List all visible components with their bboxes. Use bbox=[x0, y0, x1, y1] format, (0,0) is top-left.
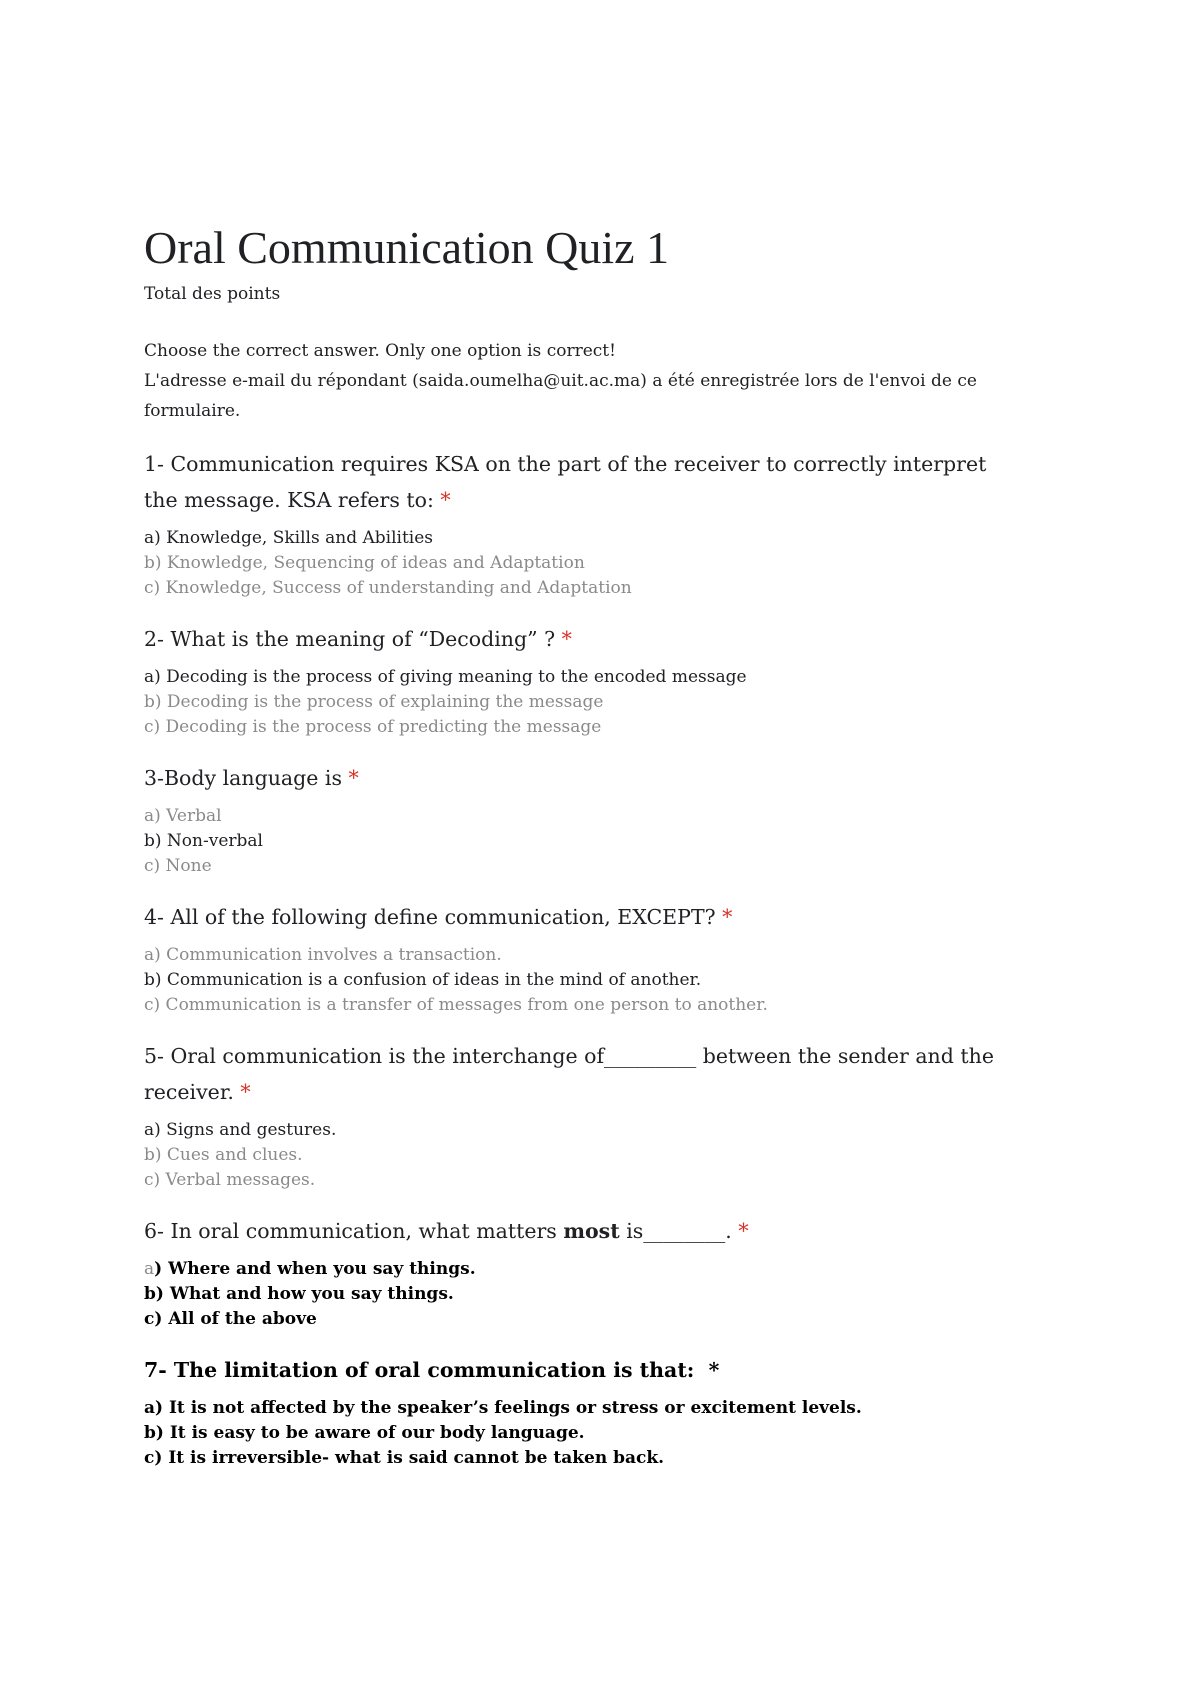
option-c[interactable]: c) All of the above bbox=[144, 1309, 317, 1329]
required-asterisk: * bbox=[240, 1080, 251, 1104]
option-a[interactable]: a) Signs and gestures. bbox=[144, 1120, 337, 1140]
question-2 bbox=[144, 621, 1024, 740]
question-text: 7- The limitation of oral communication is that: * bbox=[144, 1358, 720, 1382]
question-7 bbox=[144, 1352, 1024, 1471]
option-a[interactable]: a) Knowledge, Skills and Abilities bbox=[144, 528, 434, 548]
required-asterisk: * bbox=[722, 905, 733, 929]
option-c[interactable]: c) None bbox=[144, 856, 212, 876]
question-3 bbox=[144, 760, 1024, 879]
option-c[interactable]: c) Knowledge, Success of understanding and Adaptation bbox=[144, 578, 632, 598]
question-text: 2- What is the meaning of “Decoding” ? * bbox=[144, 627, 572, 651]
question-text: 3-Body language is * bbox=[144, 766, 359, 790]
question-text: 5- Oral communication is the interchange of_________ between the sender and the receiver. * bbox=[144, 1044, 994, 1104]
option-b[interactable]: b) It is easy to be aware of our body language. bbox=[144, 1423, 585, 1443]
required-asterisk: * bbox=[561, 627, 572, 651]
total-points-label: Total des points bbox=[144, 284, 281, 304]
option-a[interactable]: a) Where and when you say things. bbox=[144, 1259, 476, 1279]
form-description bbox=[144, 336, 1024, 426]
option-b[interactable]: b) Communication is a confusion of ideas in the mind of another. bbox=[144, 970, 702, 990]
question-text: 4- All of the following define communication, EXCEPT? * bbox=[144, 905, 733, 929]
required-asterisk: * bbox=[348, 766, 359, 790]
required-asterisk: * bbox=[440, 488, 451, 512]
respondent-email-notice: L'adresse e-mail du répondant (saida.oumelha@uit.ac.ma) a été enregistrée lors de l'envoi de ce formulaire. bbox=[144, 371, 977, 421]
form-title: Oral Communication Quiz 1 bbox=[144, 222, 670, 273]
option-a[interactable]: a) Verbal bbox=[144, 806, 222, 826]
question-5 bbox=[144, 1038, 1024, 1193]
question-text: 6- In oral communication, what matters most is________. * bbox=[144, 1219, 749, 1243]
option-c[interactable]: c) Decoding is the process of predicting the message bbox=[144, 717, 602, 737]
required-asterisk: * bbox=[708, 1358, 720, 1382]
option-b[interactable]: b) Decoding is the process of explaining the message bbox=[144, 692, 604, 712]
option-a[interactable]: a) Communication involves a transaction. bbox=[144, 945, 502, 965]
option-a[interactable]: a) It is not affected by the speaker’s feelings or stress or excitement levels. bbox=[144, 1398, 862, 1418]
option-c[interactable]: c) Communication is a transfer of messages from one person to another. bbox=[144, 995, 768, 1015]
required-asterisk: * bbox=[738, 1219, 749, 1243]
question-text: 1- Communication requires KSA on the part of the receiver to correctly interpret the message. KSA refers to: * bbox=[144, 452, 987, 512]
option-c[interactable]: c) Verbal messages. bbox=[144, 1170, 316, 1190]
form-instructions: Choose the correct answer. Only one option is correct! bbox=[144, 341, 616, 361]
option-a[interactable]: a) Decoding is the process of giving meaning to the encoded message bbox=[144, 667, 747, 687]
option-c[interactable]: c) It is irreversible- what is said cannot be taken back. bbox=[144, 1448, 665, 1468]
question-6 bbox=[144, 1213, 1024, 1332]
option-b[interactable]: b) What and how you say things. bbox=[144, 1284, 454, 1304]
option-b[interactable]: b) Non-verbal bbox=[144, 831, 263, 851]
question-1 bbox=[144, 446, 1024, 601]
option-b[interactable]: b) Cues and clues. bbox=[144, 1145, 303, 1165]
option-b[interactable]: b) Knowledge, Sequencing of ideas and Adaptation bbox=[144, 553, 585, 573]
question-4 bbox=[144, 899, 1024, 1018]
form-page bbox=[144, 222, 1024, 1471]
